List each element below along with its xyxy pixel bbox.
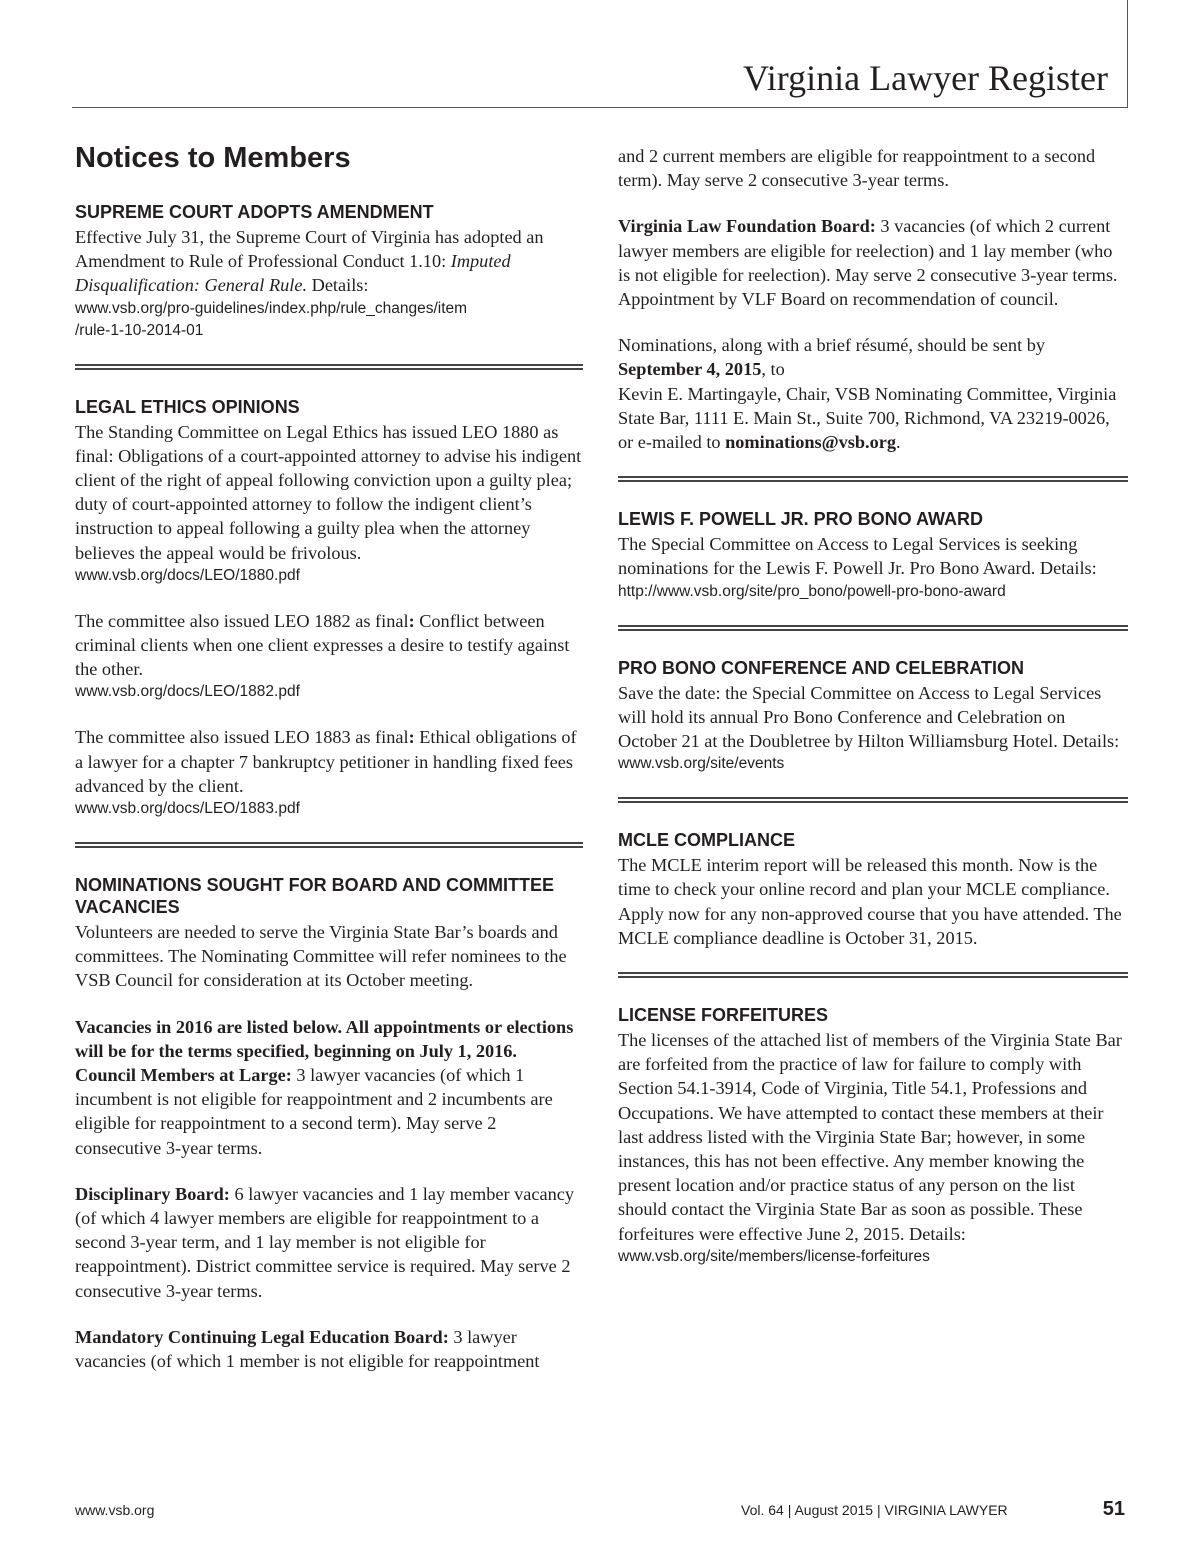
body-text: Nominations, along with a brief résumé, should be sent by September 4, 2015, to <box>618 335 1045 380</box>
link-license-forfeitures[interactable]: www.vsb.org/site/members/license-forfeitures <box>618 1247 930 1265</box>
section-supreme-court <box>75 201 583 342</box>
section-divider <box>618 476 1128 482</box>
body-text: Council Members at Large: 3 lawyer vacancies (of which 1 incumbent is not eligible for reappointment and 2 incumbents are eligible for reappointment to a second term). May serve 2 consecutive 3-year terms. <box>75 1065 553 1158</box>
section-nominations <box>75 874 583 1373</box>
link-rule-changes-cont[interactable]: /rule-1-10-2014-01 <box>75 321 204 339</box>
body-text: The committee also issued LEO 1883 as final: Ethical obligations of a lawyer for a chapter 7 bankruptcy petitioner in handling fixed fees advanced by the client. <box>75 727 577 796</box>
header-rule <box>72 107 1128 108</box>
link-rule-changes[interactable]: www.vsb.org/pro-guidelines/index.php/rule_changes/item <box>75 299 468 317</box>
email-link[interactable]: nominations@vsb.org <box>725 432 897 453</box>
section-pro-bono-conference <box>618 657 1128 776</box>
section-legal-ethics <box>75 396 583 820</box>
body-text: Save the date: the Special Committee on Access to Legal Services will hold its annual Pro Bono Conference and Celebration on October 21 at the Doubletree by Hilton Williamsburg Hotel. Details: <box>618 682 1120 752</box>
section-license-forfeitures <box>618 1004 1128 1268</box>
link-leo-1882[interactable]: www.vsb.org/docs/LEO/1882.pdf <box>75 683 300 701</box>
section-heading: MCLE COMPLIANCE <box>618 830 795 851</box>
section-divider <box>75 842 583 848</box>
body-text: Virginia Law Foundation Board: 3 vacancies (of which 2 current lawyer members are eligible for reelection) and 1 lay member (who is not eligible for reelection). May serve 2 consecutive 3-year terms. Appointment by VLF Board on recommendation of council. <box>618 216 1118 310</box>
body-text-bold: Vacancies in 2016 are listed below. All appointments or elections will be for the terms specified, beginning on July 1, 2016. <box>75 1016 574 1061</box>
link-events[interactable]: www.vsb.org/site/events <box>618 755 785 773</box>
body-text: The committee also issued LEO 1882 as final: Conflict between criminal clients when one client expresses a desire to testify against the other. <box>75 610 570 680</box>
footer-issue: Vol. 64 | August 2015 | VIRGINIA LAWYER <box>741 1502 1008 1518</box>
page-title: Notices to Members <box>75 142 351 174</box>
body-text: and 2 current members are eligible for reappointment to a second term). May serve 2 consecutive 3-year terms. <box>618 146 1096 191</box>
body-text: The MCLE interim report will be released this month. Now is the time to check your online record and plan your MCLE compliance. Apply now for any non-approved course that you have attended. The MCLE compliance deadline is October 31, 2015. <box>618 855 1122 948</box>
section-powell-award <box>618 508 1128 602</box>
section-divider <box>618 797 1128 803</box>
section-nominations-cont <box>618 144 1128 454</box>
body-text: Effective July 31, the Supreme Court of Virginia has adopted an Amendment to Rule of Professional Conduct 1.10: Imputed Disqualification: General Rule. Details: <box>75 227 544 296</box>
link-powell-award[interactable]: http://www.vsb.org/site/pro_bono/powell-pro-bono-award <box>618 582 1006 600</box>
body-text: Disciplinary Board: 6 lawyer vacancies and 1 lay member vacancy (of which 4 lawyer members are eligible for reappointment to a second 3-year term, and 1 lay member is not eligible for reappointment). District committee service is required. May serve 2 consecutive 3-year terms. <box>75 1183 575 1301</box>
body-text: Volunteers are needed to serve the Virginia State Bar’s boards and committees. The Nominating Committee will refer nominees to the VSB Council for consideration at its October meeting. <box>75 922 567 991</box>
body-text: The Standing Committee on Legal Ethics has issued LEO 1880 as final: Obligations of a court-appointed attorney to advise his indigent client of the right of appeal following conviction upon a guilty plea; duty of court-appointed attorney to follow the indigent client’s instruction to appeal following a guilty plea when the attorney believes the appeal would be frivolous. <box>75 421 582 563</box>
section-heading: PRO BONO CONFERENCE AND CELEBRATION <box>618 657 1025 678</box>
section-heading: LEGAL ETHICS OPINIONS <box>75 396 300 417</box>
section-heading: NOMINATIONS SOUGHT FOR BOARD AND COMMITTEE VACANCIES <box>75 875 554 918</box>
link-leo-1880[interactable]: www.vsb.org/docs/LEO/1880.pdf <box>75 566 300 584</box>
page-number: 51 <box>1102 1498 1125 1520</box>
section-divider <box>618 625 1128 631</box>
body-text: Kevin E. Martingayle, Chair, VSB Nominating Committee, Virginia State Bar, 1111 E. Main St., Suite 700, Richmond, VA 23219-0026, or e-mailed to nominations@vsb.org. <box>618 383 1117 453</box>
left-column <box>75 140 583 1373</box>
header-vertical-rule <box>1127 0 1128 108</box>
section-heading: LICENSE FORFEITURES <box>618 1005 829 1026</box>
section-heading: SUPREME COURT ADOPTS AMENDMENT <box>75 202 434 222</box>
body-text: Mandatory Continuing Legal Education Board: 3 lawyer vacancies (of which 1 member is not eligible for reappointment <box>75 1326 540 1372</box>
body-text: The licenses of the attached list of members of the Virginia State Bar are forfeited from the practice of law for failure to comply with Section 54.1-3914, Code of Virginia, Title 54.1, Professions and Occupations. We have attempted to contact these members at their last address listed with the Virginia State Bar; however, in some instances, this has not been effective. Any member knowing the present location and/or practice status of any person on the list should contact the Virginia State Bar as soon as possible. These forfeitures were effective June 2, 2015. Details: <box>618 1030 1122 1244</box>
section-mcle-compliance <box>618 829 1128 950</box>
body-text: The Special Committee on Access to Legal Services is seeking nominations for the Lewis F. Powell Jr. Pro Bono Award. Details: <box>618 534 1097 579</box>
section-heading: LEWIS F. POWELL JR. PRO BONO AWARD <box>618 509 984 530</box>
section-divider <box>75 364 583 370</box>
link-leo-1883[interactable]: www.vsb.org/docs/LEO/1883.pdf <box>75 800 300 818</box>
running-head: Virginia Lawyer Register <box>742 58 1108 98</box>
section-divider <box>618 972 1128 978</box>
right-column <box>618 144 1128 1268</box>
footer-website[interactable]: www.vsb.org <box>75 1502 155 1518</box>
